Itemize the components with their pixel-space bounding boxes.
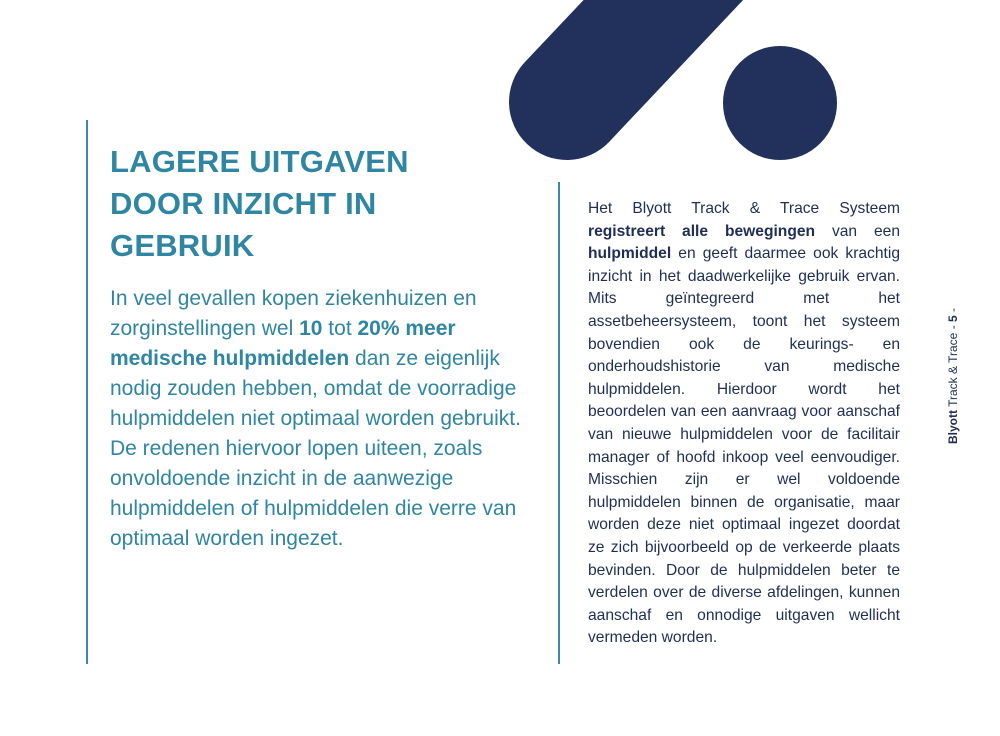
- intro-bold-percentage: 20% meer medische hulpmiddelen: [110, 317, 456, 370]
- body-bold-hulpmiddel: hulpmiddel: [588, 245, 672, 263]
- body-text: Het Blyott Track & Trace Systeem: [588, 200, 900, 217]
- brand-name: Blyott: [946, 410, 960, 444]
- intro-text: tot: [322, 317, 358, 340]
- body-bold-registreert: registreert alle bewegingen: [588, 222, 816, 240]
- intro-bold-10: 10: [299, 317, 323, 340]
- dot-shape: [723, 46, 837, 160]
- intro-text: In veel gevallen kopen ziekenhuizen en zorginstellingen wel: [110, 287, 477, 340]
- page-footer-vertical: [946, 308, 960, 444]
- intro-paragraph: [110, 284, 540, 554]
- left-column-rule: [86, 120, 88, 664]
- diagonal-bar-shape: [567, 0, 720, 102]
- section-heading: LAGERE UITGAVEN DOOR INZICHT IN GEBRUIK: [110, 144, 409, 263]
- page-number: 5: [946, 315, 960, 322]
- intro-text: dan ze eigenlijk nodig zouden hebben, omdat de voorradige hulpmiddelen niet optimaal worden gebruikt. De redenen hiervoor lopen uiteen, zoals onvoldoende inzicht in de aanwezige hulpmiddelen of hulpmiddelen die verre van optimaal worden ingezet.: [110, 347, 521, 550]
- page-number-suffix: -: [946, 307, 960, 316]
- body-text: van een: [815, 222, 900, 240]
- right-column-rule: [558, 182, 560, 664]
- body-text: en geeft daarmee ook krachtig inzicht in het daadwerkelijke gebruik ervan. Mits geïntegreerd met het assetbeheersysteem, toont het systeem bovendien ook de keurings- en onderhoudshistorie van medische hulpmiddelen. Hierdoor wordt het beoordelen van een aanvraag voor aanschaf van nieuwe hulpmiddelen voor de facilitair manager of hoofd inkoop veel eenvoudiger. Misschien zijn er wel voldoende hulpmiddelen binnen de organisatie, maar worden deze niet optimaal ingezet doordat ze zich bijvoorbeeld op de verkeerde plaats bevinden. Door de hulpmiddelen beter te verdelen over de diverse afdelingen, kunnen aanschaf en onnodige uitgaven wellicht vermeden worden.: [588, 245, 900, 647]
- body-paragraph: [588, 198, 900, 650]
- document-title: Track & Trace -: [946, 321, 960, 410]
